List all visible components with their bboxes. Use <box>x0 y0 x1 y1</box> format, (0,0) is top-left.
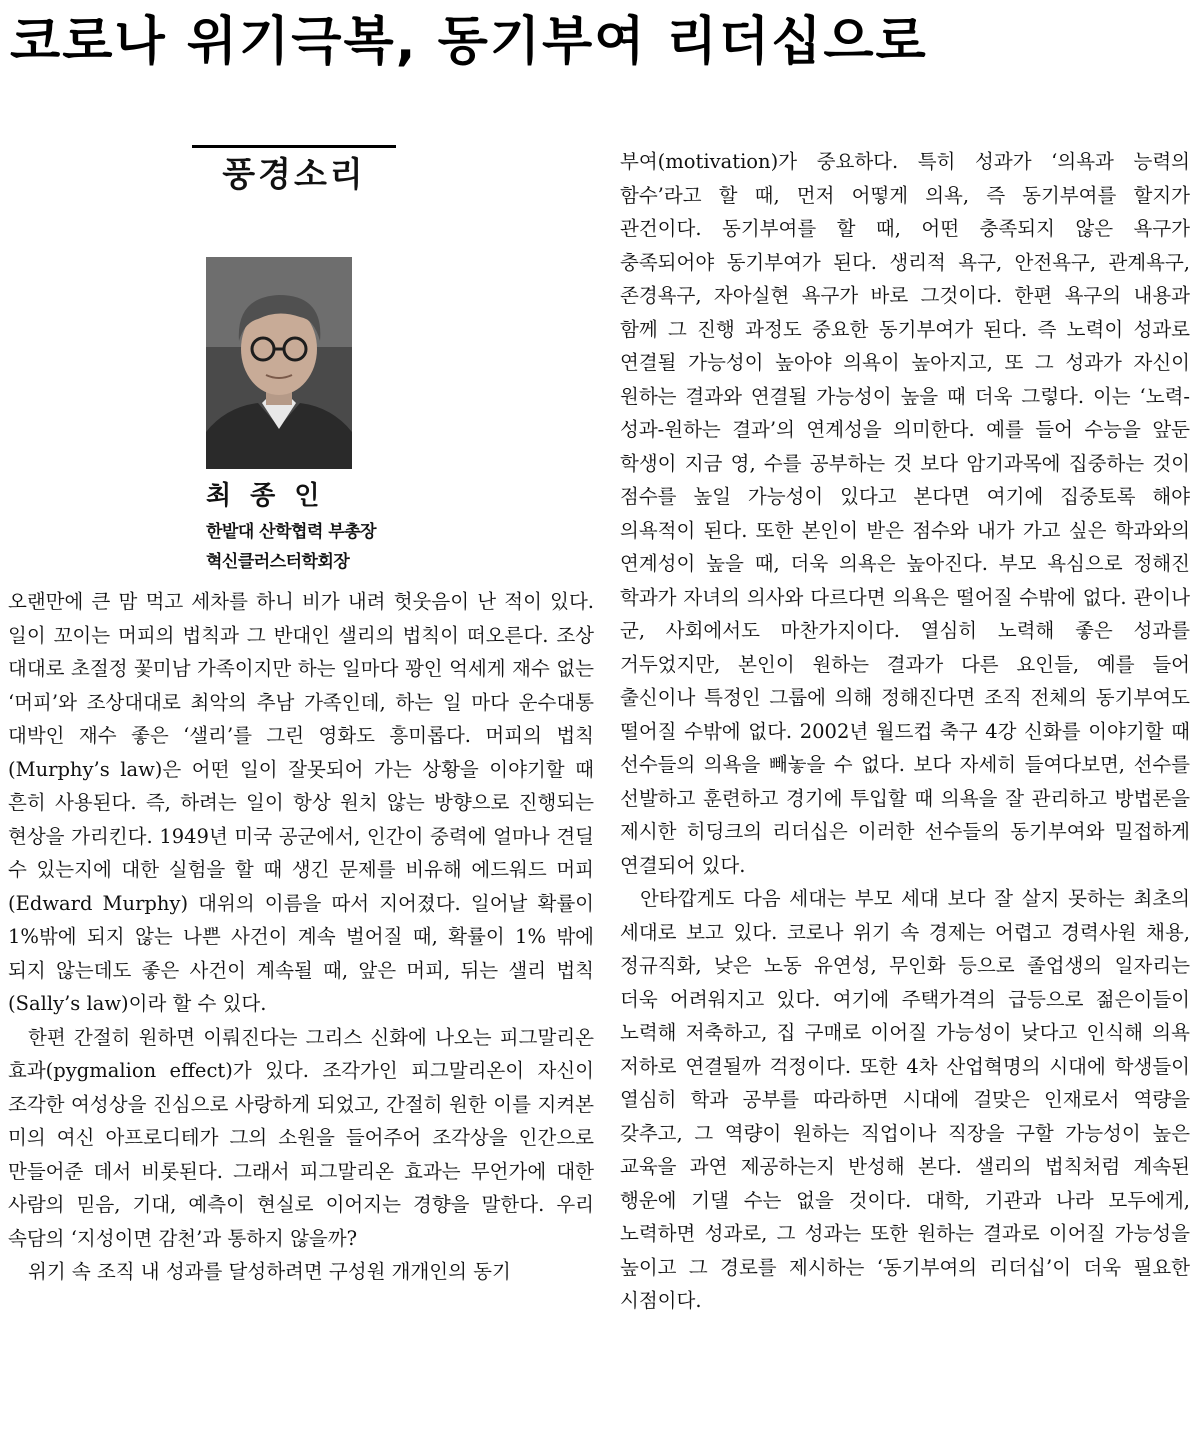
author-photo <box>206 257 352 469</box>
headline: 코로나 위기극복, 동기부여 리더십으로 <box>10 12 928 72</box>
left-column <box>8 145 594 1289</box>
author-title: 혁신클러스터학회장 <box>206 552 350 572</box>
author-title: 한밭대 산학협력 부총장 <box>206 522 377 542</box>
column-rule <box>192 145 396 148</box>
author-name: 최 종 인 <box>206 481 325 511</box>
author-titles <box>206 517 376 577</box>
right-column <box>620 145 1190 1318</box>
paragraph: 부여(motivation)가 중요하다. 특히 성과가 ‘의욕과 능력의 함수’라고 할 때, 먼저 어떻게 의욕, 즉 동기부여를 할지가 관건이다. 동기부여를 할 때, 어떤 충족되지 않은 욕구가 충족되어야 동기부여가 된다. 생리적 욕구, 안전욕구, 관계욕구, 존경욕구, 자아실현 욕구가 바로 그것이다. 한편 욕구의 내용과 함께 그 진행 과정도 중요한 동기부여가 된다. 즉 노력이 성과로 연결될 가능성이 높아야 의욕이 높아지고, 또 그 성과가 자신이 원하는 결과와 연결될 가능성이 높을 때 더욱 그렇다. 이는 ‘노력-성과-원하는 결과’의 연계성을 의미한다. 예를 들어 수능을 앞둔 학생이 지금 영, 수를 공부하는 것 보다 암기과목에 집중하는 것이 점수를 높일 가능성이 있다고 본다면 여기에 집중토록 해야 의욕적이 된다. 또한 본인이 받은 점수와 내가 가고 싶은 학과와의 연계성이 높을 때, 더욱 의욕은 높아진다. 부모 욕심으로 정해진 학과가 자녀의 의사와 다르다면 의욕은 떨어질 수밖에 없다. 관이나 군, 사회에서도 마찬가지이다. 열심히 노력해 좋은 성과를 거두었지만, 본인이 원하는 결과가 다른 요인들, 예를 들어 출신이나 특정인 그룹에 의해 정해진다면 조직 전체의 동기부여도 떨어질 수밖에 없다. 2002년 월드컵 축구 4강 신화를 이야기할 때 선수들의 의욕을 빼놓을 수 없다. 보다 자세히 들여다보면, 선수를 선발하고 훈련하고 경기에 투입할 때 의욕을 잘 관리하고 방법론을 제시한 히딩크의 리더십은 이러한 선수들의 동기부여와 밀접하게 연결되어 있다. <box>620 150 1190 877</box>
column-name: 풍경소리 <box>222 155 366 195</box>
column-header <box>8 145 594 585</box>
paragraph: 위기 속 조직 내 성과를 달성하려면 구성원 개개인의 동기 <box>28 1260 511 1283</box>
paragraph: 오랜만에 큰 맘 먹고 세차를 하니 비가 내려 헛웃음이 난 적이 있다. 일이 꼬이는 머피의 법칙과 그 반대인 샐리의 법칙이 떠오른다. 조상 대대로 초절정 꽃미남 가족이지만 하는 일마다 꽝인 억세게 재수 없는 ‘머피’와 조상대대로 최악의 추남 가족인데, 하는 일 마다 운수대통 대박인 재수 좋은 ‘샐리’를 그린 영화도 흥미롭다. 머피의 법칙(Murphy’s law)은 어떤 일이 잘못되어 가는 상황을 이야기할 때 흔히 사용된다. 즉, 하려는 일이 항상 원치 않는 방향으로 진행되는 현상을 가리킨다. 1949년 미국 공군에서, 인간이 중력에 얼마나 견딜 수 있는지에 대한 실험을 할 때 생긴 문제를 비유해 에드워드 머피(Edward Murphy) 대위의 이름을 따서 지어졌다. 일어날 확률이 1%밖에 되지 않는 나쁜 사건이 계속 벌어질 때, 확률이 1% 밖에 되지 않는데도 좋은 사건이 계속될 때, 앞은 머피, 뒤는 샐리 법칙(Sally’s law)이라 할 수 있다. <box>8 590 594 1015</box>
paragraph: 안타깝게도 다음 세대는 부모 세대 보다 잘 살지 못하는 최초의 세대로 보고 있다. 코로나 위기 속 경제는 어렵고 경력사원 채용, 정규직화, 낮은 노동 유연성, 무인화 등으로 졸업생의 일자리는 더욱 어려워지고 있다. 여기에 주택가격의 급등으로 젊은이들이 노력해 저축하고, 집 구매로 이어질 가능성이 낮다고 인식해 의욕 저하로 연결될까 걱정이다. 또한 4차 산업혁명의 시대에 학생들이 열심히 학과 공부를 따라하면 시대에 걸맞은 인재로서 역량을 갖추고, 그 역량이 원하는 직업이나 직장을 구할 가능성이 높은 교육을 과연 제공하는지 반성해 본다. 샐리의 법칙처럼 계속된 행운에 기댈 수는 없을 것이다. 대학, 기관과 나라 모두에게, 노력하면 성과로, 그 성과는 또한 원하는 결과로 이어질 가능성을 높이고 그 경로를 제시하는 ‘동기부여의 리더십’이 더욱 필요한 시점이다. <box>620 887 1190 1312</box>
paragraph: 한편 간절히 원하면 이뤄진다는 그리스 신화에 나오는 피그말리온 효과(pygmalion effect)가 있다. 조각가인 피그말리온이 자신이 조각한 여성상을 진심으로 사랑하게 되었고, 간절히 원한 이를 지켜본 미의 여신 아프로디테가 그의 소원을 들어주어 조각상을 인간으로 만들어준 데서 비롯된다. 그래서 피그말리온 효과는 무언가에 대한 사람의 믿음, 기대, 예측이 현실로 이어지는 경향을 말한다. 우리 속담의 ‘지성이면 감천’과 통하지 않을까? <box>8 1025 594 1250</box>
